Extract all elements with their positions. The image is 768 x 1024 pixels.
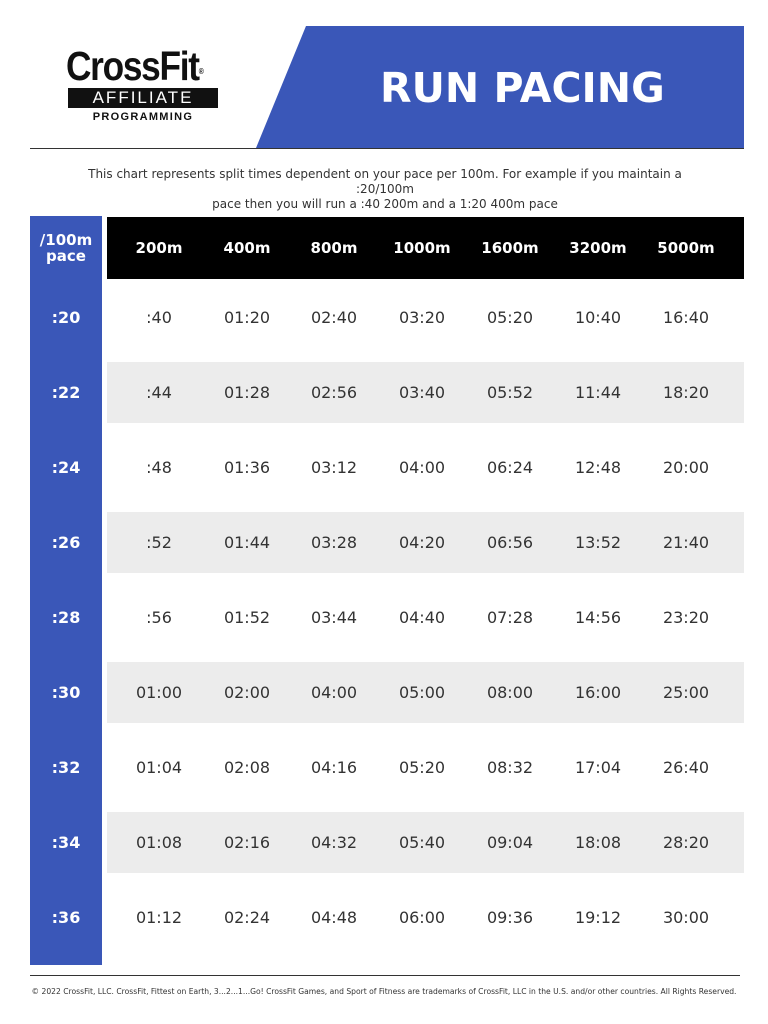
split-time-cell: 09:36 bbox=[486, 908, 534, 927]
split-time-cell: 05:20 bbox=[486, 308, 534, 327]
page-title: RUN PACING bbox=[380, 64, 665, 112]
split-time-cell: 23:20 bbox=[662, 608, 710, 627]
split-time-cell: 30:00 bbox=[662, 908, 710, 927]
split-time-cell: 04:32 bbox=[310, 833, 358, 852]
registered-mark: ® bbox=[198, 67, 204, 76]
split-time-cell: 19:12 bbox=[574, 908, 622, 927]
intro-line-1: This chart represents split times dependent on your pace per 100m. For example if you maintain a :20/100m bbox=[88, 167, 682, 196]
pace-header-line-1: /100m bbox=[39, 231, 93, 249]
split-time-cell: 12:48 bbox=[574, 458, 622, 477]
split-time-cell: 05:40 bbox=[398, 833, 446, 852]
split-time-cell: 02:40 bbox=[310, 308, 358, 327]
logo-affiliate-box: AFFILIATE bbox=[68, 88, 218, 108]
split-time-cell: 18:20 bbox=[662, 383, 710, 402]
split-time-cell: 14:56 bbox=[574, 608, 622, 627]
split-time-cell: 08:00 bbox=[486, 683, 534, 702]
split-time-cell: :44 bbox=[146, 383, 172, 402]
split-time-cell: :52 bbox=[146, 533, 172, 552]
split-time-cell: 04:40 bbox=[398, 608, 446, 627]
pace-label: :32 bbox=[51, 758, 81, 777]
split-time-cell: 01:00 bbox=[135, 683, 183, 702]
column-header: 800m bbox=[310, 239, 358, 257]
intro-text bbox=[60, 167, 710, 212]
pace-label: :30 bbox=[51, 683, 81, 702]
split-time-cell: :40 bbox=[146, 308, 172, 327]
split-time-cell: 04:20 bbox=[398, 533, 446, 552]
split-time-cell: 07:28 bbox=[486, 608, 534, 627]
split-time-cell: :48 bbox=[146, 458, 172, 477]
column-header: 200m bbox=[135, 239, 183, 257]
intro-line-2: pace then you will run a :40 200m and a 1:20 400m pace bbox=[212, 197, 558, 211]
split-time-cell: 04:48 bbox=[310, 908, 358, 927]
split-time-cell: 06:24 bbox=[486, 458, 534, 477]
split-time-cell: 25:00 bbox=[662, 683, 710, 702]
split-time-cell: 02:56 bbox=[310, 383, 358, 402]
footer-divider bbox=[30, 975, 740, 976]
split-time-cell: 01:44 bbox=[223, 533, 271, 552]
split-time-cell: 09:04 bbox=[486, 833, 534, 852]
copyright-footer: © 2022 CrossFit, LLC. CrossFit, Fittest on Earth, 3...2...1...Go! CrossFit Games, and Sport of Fitness are trademarks of CrossFit, LLC in the U.S. and/or other countries. All Rights Reserved. bbox=[31, 987, 737, 996]
split-time-cell: 03:20 bbox=[398, 308, 446, 327]
split-time-cell: 20:00 bbox=[662, 458, 710, 477]
split-time-cell: 03:44 bbox=[310, 608, 358, 627]
split-time-cell: 26:40 bbox=[662, 758, 710, 777]
pace-label: :28 bbox=[51, 608, 81, 627]
column-header: 3200m bbox=[569, 239, 627, 257]
split-time-cell: 16:40 bbox=[662, 308, 710, 327]
column-header: 5000m bbox=[657, 239, 715, 257]
split-time-cell: 01:28 bbox=[223, 383, 271, 402]
split-time-cell: 01:04 bbox=[135, 758, 183, 777]
column-header: 400m bbox=[223, 239, 271, 257]
column-header: 1600m bbox=[481, 239, 539, 257]
split-time-cell: 01:12 bbox=[135, 908, 183, 927]
split-time-cell: 01:52 bbox=[223, 608, 271, 627]
crossfit-affiliate-logo bbox=[66, 44, 220, 123]
split-time-cell: 06:00 bbox=[398, 908, 446, 927]
logo-wordmark bbox=[66, 43, 204, 89]
split-time-cell: 03:12 bbox=[310, 458, 358, 477]
split-time-cell: 03:40 bbox=[398, 383, 446, 402]
split-time-cell: 02:08 bbox=[223, 758, 271, 777]
split-time-cell: 11:44 bbox=[574, 383, 622, 402]
pace-label: :22 bbox=[51, 383, 81, 402]
split-time-cell: 05:20 bbox=[398, 758, 446, 777]
split-time-cell: 01:20 bbox=[223, 308, 271, 327]
split-time-cell: 01:36 bbox=[223, 458, 271, 477]
split-time-cell: 10:40 bbox=[574, 308, 622, 327]
split-time-cell: 28:20 bbox=[662, 833, 710, 852]
pace-header-line-2: pace bbox=[46, 247, 86, 265]
split-time-cell: 21:40 bbox=[662, 533, 710, 552]
split-time-cell: 04:16 bbox=[310, 758, 358, 777]
split-time-cell: 05:52 bbox=[486, 383, 534, 402]
logo-programming: PROGRAMMING bbox=[92, 111, 194, 123]
split-time-cell: 04:00 bbox=[310, 683, 358, 702]
split-time-cell: 06:56 bbox=[486, 533, 534, 552]
pace-label: :26 bbox=[51, 533, 81, 552]
split-time-cell: 02:24 bbox=[223, 908, 271, 927]
column-header: 1000m bbox=[393, 239, 451, 257]
pace-label: :20 bbox=[51, 308, 81, 327]
split-time-cell: 03:28 bbox=[310, 533, 358, 552]
split-time-cell: 02:16 bbox=[223, 833, 271, 852]
split-time-cell: 18:08 bbox=[574, 833, 622, 852]
pace-column-header bbox=[30, 232, 102, 264]
split-time-cell: :56 bbox=[146, 608, 172, 627]
split-time-cell: 16:00 bbox=[574, 683, 622, 702]
split-time-cell: 08:32 bbox=[486, 758, 534, 777]
split-time-cell: 17:04 bbox=[574, 758, 622, 777]
pace-label: :24 bbox=[51, 458, 81, 477]
header-divider bbox=[30, 148, 744, 149]
split-time-cell: 13:52 bbox=[574, 533, 622, 552]
split-time-cell: 04:00 bbox=[398, 458, 446, 477]
logo-brand: CrossFit bbox=[66, 43, 199, 89]
split-time-cell: 05:00 bbox=[398, 683, 446, 702]
pace-label: :36 bbox=[51, 908, 81, 927]
split-time-cell: 01:08 bbox=[135, 833, 183, 852]
pace-label: :34 bbox=[51, 833, 81, 852]
split-time-cell: 02:00 bbox=[223, 683, 271, 702]
